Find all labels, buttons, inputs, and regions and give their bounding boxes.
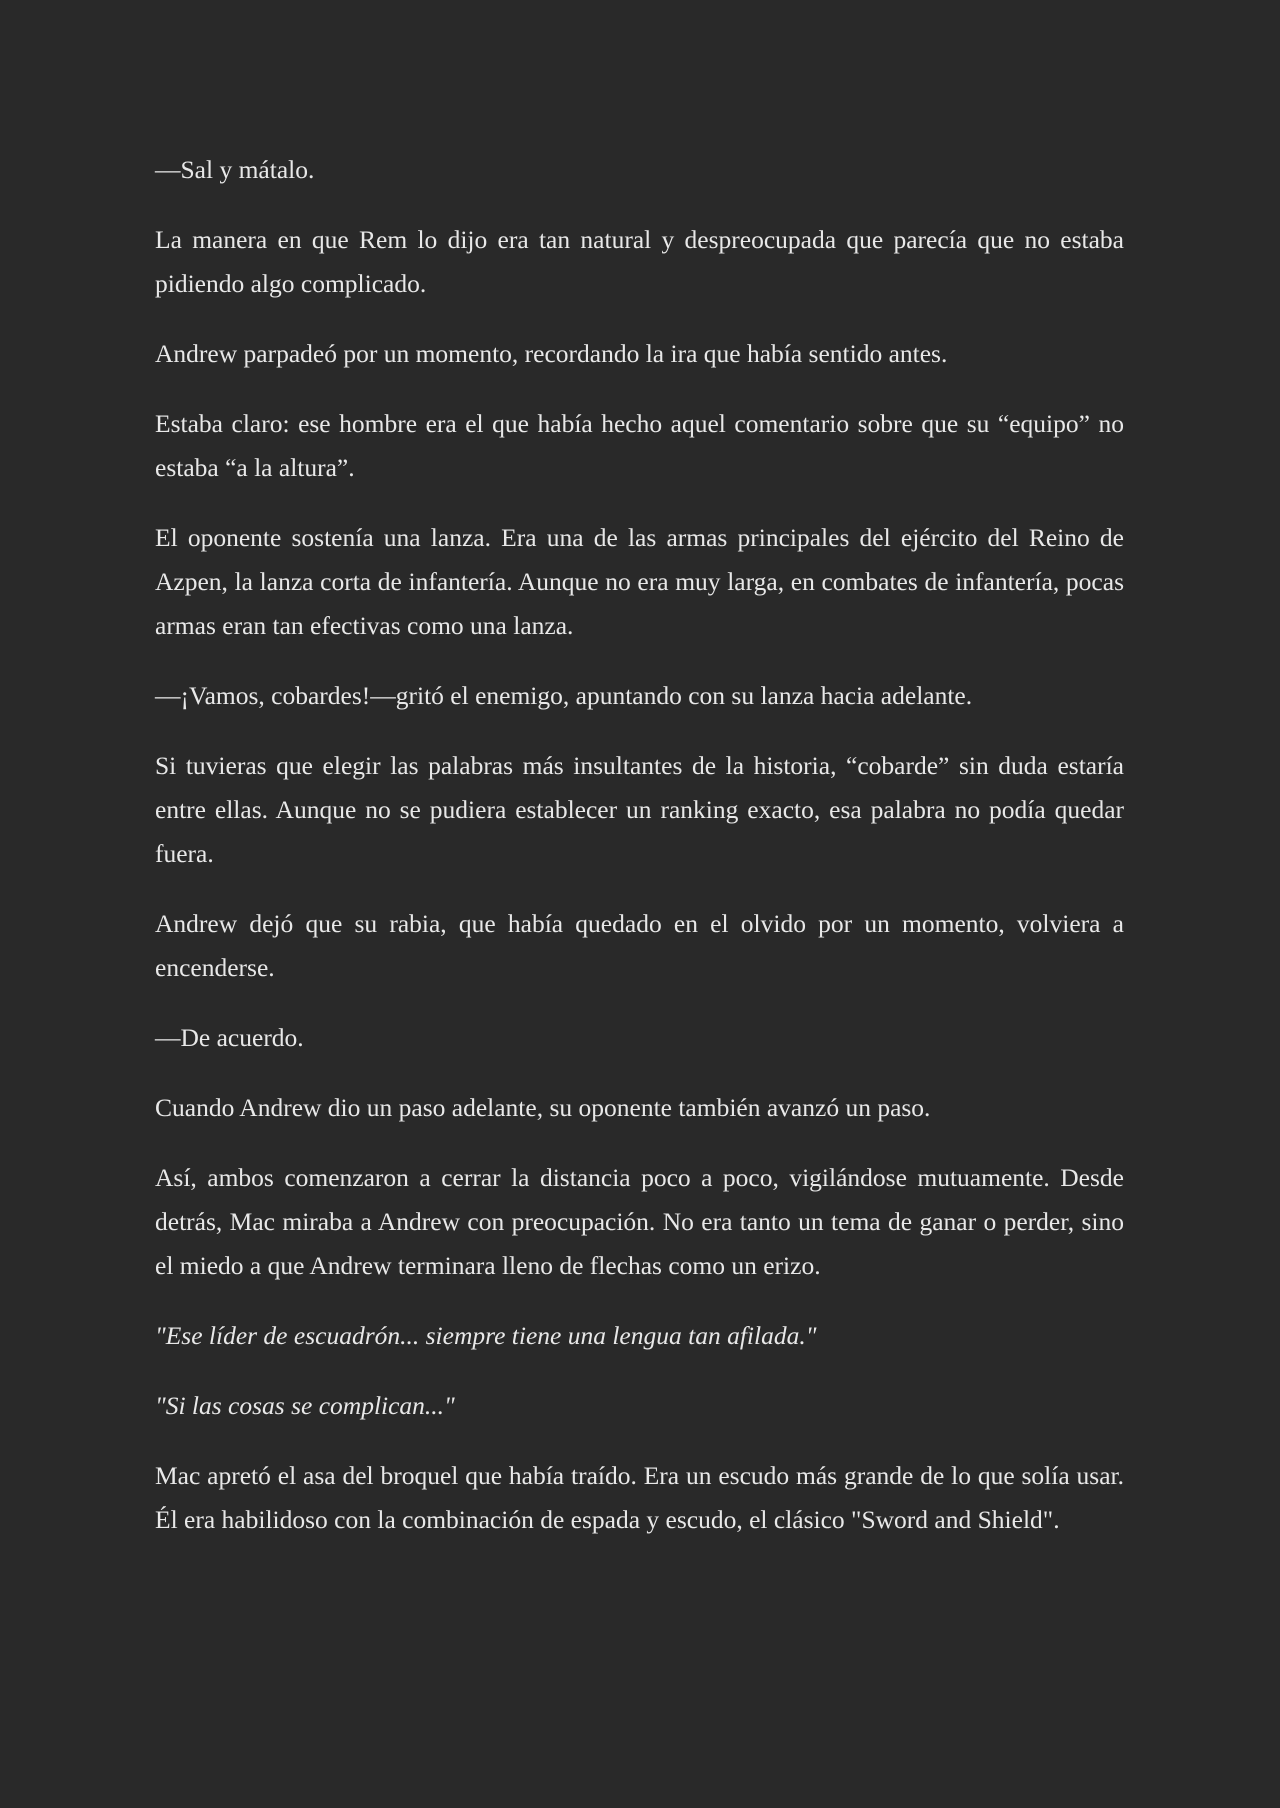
paragraph: Si tuvieras que elegir las palabras más insultantes de la historia, “cobarde” sin duda estaría entre ellas. Aunque no se pudiera establecer un ranking exacto, esa palabra no podía quedar fuera. [155,751,1124,868]
paragraph: —De acuerdo. [155,1023,304,1052]
paragraph: —¡Vamos, cobardes!—gritó el enemigo, apuntando con su lanza hacia adelante. [155,681,973,710]
paragraph: El oponente sostenía una lanza. Era una de las armas principales del ejército del Reino de Azpen, la lanza corta de infantería. Aunque no era muy larga, en combates de infantería, pocas armas eran tan efectivas como una lanza. [155,523,1124,640]
paragraph: Así, ambos comenzaron a cerrar la distancia poco a poco, vigilándose mutuamente. Desde detrás, Mac miraba a Andrew con preocupación. No era tanto un tema de ganar o perder, sino el miedo a que Andrew terminara lleno de flechas como un erizo. [155,1163,1124,1280]
italic-thought-paragraph: "Ese líder de escuadrón... siempre tiene una lengua tan afilada." [155,1321,817,1350]
paragraph: Estaba claro: ese hombre era el que había hecho aquel comentario sobre que su “equipo” no estaba “a la altura”. [155,409,1124,482]
paragraph: La manera en que Rem lo dijo era tan natural y despreocupada que parecía que no estaba pidiendo algo complicado. [155,225,1124,298]
paragraph: —Sal y mátalo. [155,155,315,184]
paragraph: Mac apretó el asa del broquel que había traído. Era un escudo más grande de lo que solía usar. Él era habilidoso con la combinación de espada y escudo, el clásico "Sword and Shield". [155,1461,1124,1534]
italic-thought-paragraph: "Si las cosas se complican..." [155,1391,455,1420]
paragraph: Cuando Andrew dio un paso adelante, su oponente también avanzó un paso. [155,1093,931,1122]
paragraph: Andrew dejó que su rabia, que había quedado en el olvido por un momento, volviera a encenderse. [155,909,1124,982]
chapter-text [155,148,1124,1568]
paragraph: Andrew parpadeó por un momento, recordando la ira que había sentido antes. [155,339,948,368]
